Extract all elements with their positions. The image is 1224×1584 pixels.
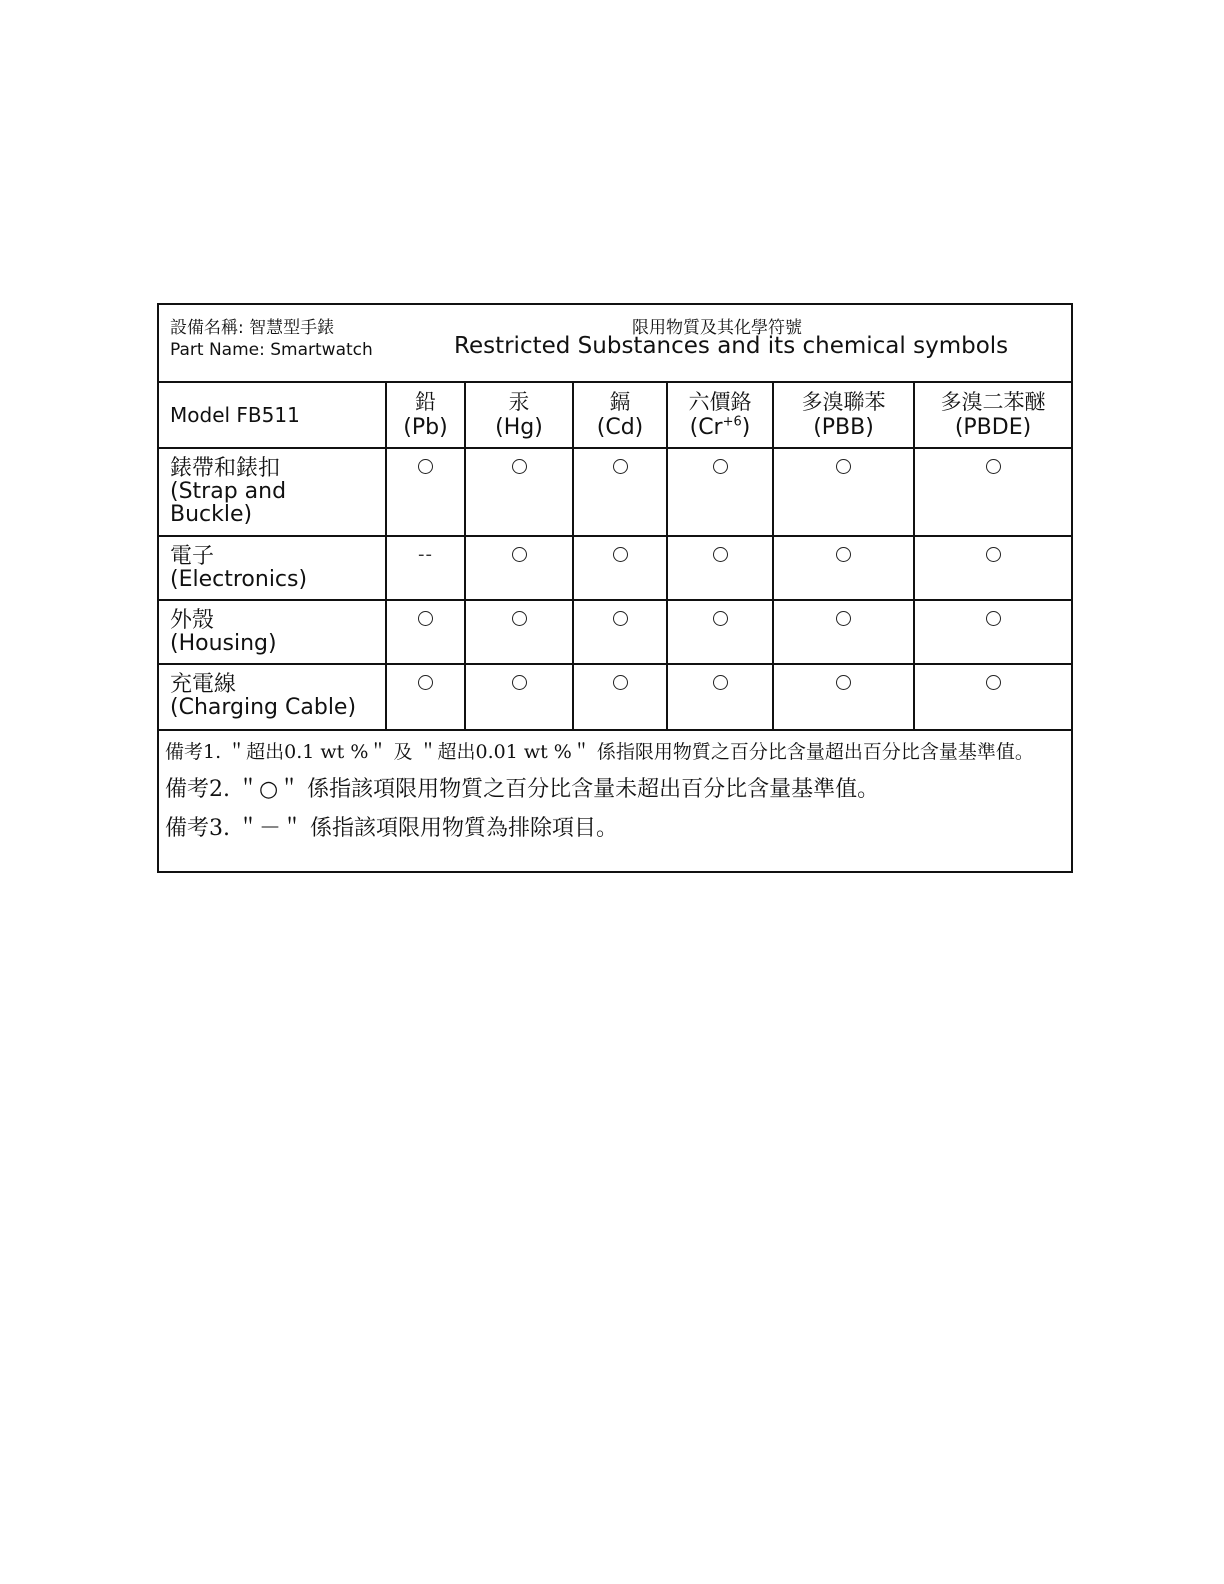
note-2: 備考2. ＂○＂ 係指該項限用物質之百分比含量未超出百分比含量基準值。: [165, 777, 880, 802]
mark-cell: [386, 664, 465, 730]
mark-cell: [914, 448, 1072, 536]
mark-cell: [573, 448, 667, 536]
part-cell: [158, 664, 386, 730]
part-name-zh: 設備名稱: 智慧型手錶: [170, 318, 335, 338]
substance-name-zh: 多溴二苯醚: [940, 390, 1046, 414]
substance-header-pbde: [914, 382, 1072, 448]
mark-cell: [773, 536, 914, 600]
mark-cell: [386, 536, 465, 600]
substance-header-pb: [386, 382, 465, 448]
mark-cell: [667, 664, 773, 730]
circle-mark-icon: [836, 675, 851, 690]
mark-cell: [914, 664, 1072, 730]
table-title-cell: [158, 304, 1072, 382]
part-name-zh: 充電線: [170, 672, 237, 697]
mark-cell: [465, 664, 573, 730]
part-name-en: (Electronics): [170, 567, 308, 592]
circle-mark-icon: [986, 459, 1001, 474]
part-name-zh: 外殼: [170, 608, 215, 633]
part-name-en: Part Name: Smartwatch: [170, 340, 373, 360]
table-row: [158, 664, 1072, 730]
part-name-en: (Housing): [170, 631, 277, 656]
table-row: [158, 536, 1072, 600]
circle-mark-icon: [418, 611, 433, 626]
circle-mark-icon: [713, 459, 728, 474]
substance-name-zh: 汞: [508, 390, 530, 414]
mark-cell: [465, 600, 573, 664]
mark-cell: [465, 536, 573, 600]
circle-mark-icon: [836, 611, 851, 626]
part-name-en: (Charging Cable): [170, 695, 357, 720]
notes-cell: [158, 730, 1072, 872]
part-cell: [158, 600, 386, 664]
circle-mark-icon: [418, 459, 433, 474]
model-label: Model FB511: [158, 382, 386, 448]
circle-mark-icon: [836, 547, 851, 562]
circle-mark-icon: [613, 611, 628, 626]
restricted-substances-table: [157, 303, 1073, 873]
substance-name-zh: 六價鉻: [688, 390, 752, 414]
substance-header-pbb: [773, 382, 914, 448]
circle-mark-icon: [713, 675, 728, 690]
mark-cell: [573, 536, 667, 600]
mark-cell: [573, 600, 667, 664]
dash-mark: --: [418, 544, 433, 565]
substance-name-zh: 鎘: [609, 390, 631, 414]
substance-symbol: [668, 415, 772, 440]
substance-symbol: (Hg): [495, 415, 543, 440]
substance-header-cd: [573, 382, 667, 448]
circle-mark-icon: [836, 459, 851, 474]
circle-mark-icon: [512, 611, 527, 626]
circle-mark-icon: [418, 675, 433, 690]
mark-cell: [573, 664, 667, 730]
substance-name-zh: 多溴聯苯: [801, 390, 886, 414]
mark-cell: [773, 448, 914, 536]
table-header-row: [158, 304, 1072, 382]
mark-cell: [667, 536, 773, 600]
note-1: 備考1. ＂超出0.1 wt %＂ 及 ＂超出0.01 wt %＂ 係指限用物質之百分比含量超出百分比含量基準值。: [165, 741, 1034, 763]
part-cell: [158, 448, 386, 536]
part-name-zh: 錶帶和錶扣: [170, 456, 281, 481]
substance-symbol: (PBB): [813, 415, 874, 440]
circle-mark-icon: [613, 675, 628, 690]
mark-cell: [914, 536, 1072, 600]
table-row: [158, 600, 1072, 664]
mark-cell: [773, 664, 914, 730]
mark-cell: [465, 448, 573, 536]
substance-header-row: [158, 382, 1072, 448]
circle-mark-icon: [613, 547, 628, 562]
notes-row: [158, 730, 1072, 872]
mark-cell: [667, 448, 773, 536]
substance-symbol: (Cd): [596, 415, 644, 440]
substance-symbol: (Pb): [403, 415, 448, 440]
mark-cell: [667, 600, 773, 664]
circle-mark-icon: [512, 547, 527, 562]
substance-symbol: (PBDE): [954, 415, 1032, 440]
symbol-superscript: +6: [722, 414, 742, 430]
mark-cell: [386, 448, 465, 536]
substance-header-cr6: [667, 382, 773, 448]
circle-mark-icon: [986, 547, 1001, 562]
substance-header-hg: [465, 382, 573, 448]
circle-mark-icon: [986, 611, 1001, 626]
restricted-title-zh: 限用物質及其化學符號: [632, 318, 802, 338]
circle-mark-icon: [713, 611, 728, 626]
circle-mark-icon: [512, 459, 527, 474]
symbol-base: (Cr: [689, 415, 723, 440]
mark-cell: [386, 600, 465, 664]
mark-cell: [914, 600, 1072, 664]
circle-mark-icon: [512, 675, 527, 690]
restricted-title-en: Restricted Substances and its chemical symbols: [454, 333, 1009, 359]
substance-name-zh: 鉛: [415, 390, 436, 414]
mark-cell: [773, 600, 914, 664]
circle-mark-icon: [613, 459, 628, 474]
part-name-en: (Strap and: [170, 479, 287, 504]
part-name-en: Buckle): [170, 502, 253, 527]
part-cell: [158, 536, 386, 600]
part-name-zh: 電子: [170, 544, 215, 569]
note-3: 備考3. ＂－＂ 係指該項限用物質為排除項目。: [165, 816, 618, 841]
circle-mark-icon: [713, 547, 728, 562]
circle-mark-icon: [986, 675, 1001, 690]
table-row: [158, 448, 1072, 536]
symbol-end: ): [741, 415, 751, 440]
